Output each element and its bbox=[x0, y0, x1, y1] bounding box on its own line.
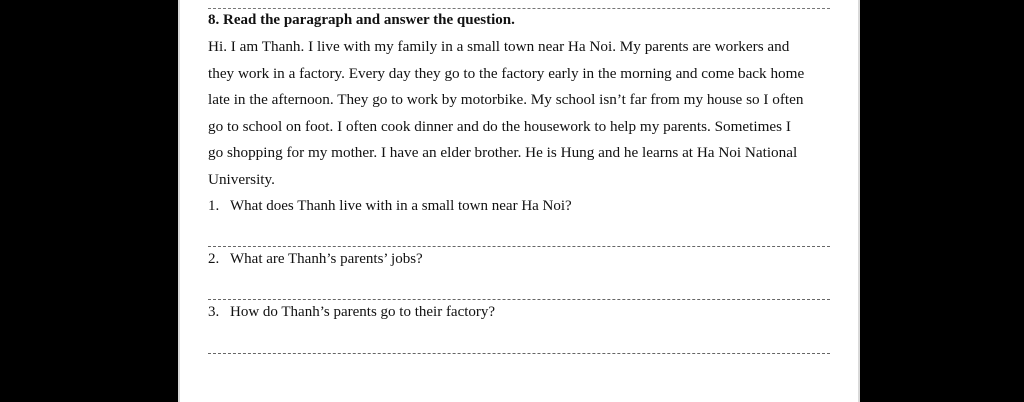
passage-line: go to school on foot. I often cook dinner and do the housework to help my parents. Sometimes I bbox=[208, 117, 791, 135]
question-text: What are Thanh’s parents’ jobs? bbox=[230, 251, 423, 267]
answer-line-3[interactable] bbox=[208, 353, 830, 354]
passage-line: late in the afternoon. They go to work by motorbike. My school isn’t far from my house so I often bbox=[208, 91, 804, 109]
worksheet-page bbox=[178, 0, 860, 402]
passage-line: Hi. I am Thanh. I live with my family in a small town near Ha Noi. My parents are workers and bbox=[208, 38, 790, 55]
question-3 bbox=[208, 302, 495, 322]
question-number: 1. bbox=[208, 198, 220, 214]
exercise-section bbox=[208, 0, 830, 402]
exercise-heading: 8. Read the paragraph and answer the question. bbox=[208, 12, 515, 28]
question-text: How do Thanh’s parents go to their factory? bbox=[230, 304, 496, 320]
answer-line-2[interactable] bbox=[208, 299, 830, 300]
top-divider bbox=[208, 8, 830, 9]
passage-line: they work in a factory. Every day they go to the factory early in the morning and come back home bbox=[208, 64, 805, 82]
question-number: 3. bbox=[208, 304, 220, 320]
question-number: 2. bbox=[208, 251, 220, 267]
passage-line: go shopping for my mother. I have an elder brother. He is Hung and he learns at Ha Noi National bbox=[208, 144, 798, 162]
question-2 bbox=[208, 249, 423, 269]
question-1 bbox=[208, 196, 572, 216]
question-text: What does Thanh live with in a small town near Ha Noi? bbox=[230, 198, 572, 214]
passage-line: University. bbox=[208, 170, 275, 188]
reading-passage bbox=[208, 34, 830, 194]
answer-line-1[interactable] bbox=[208, 246, 830, 247]
